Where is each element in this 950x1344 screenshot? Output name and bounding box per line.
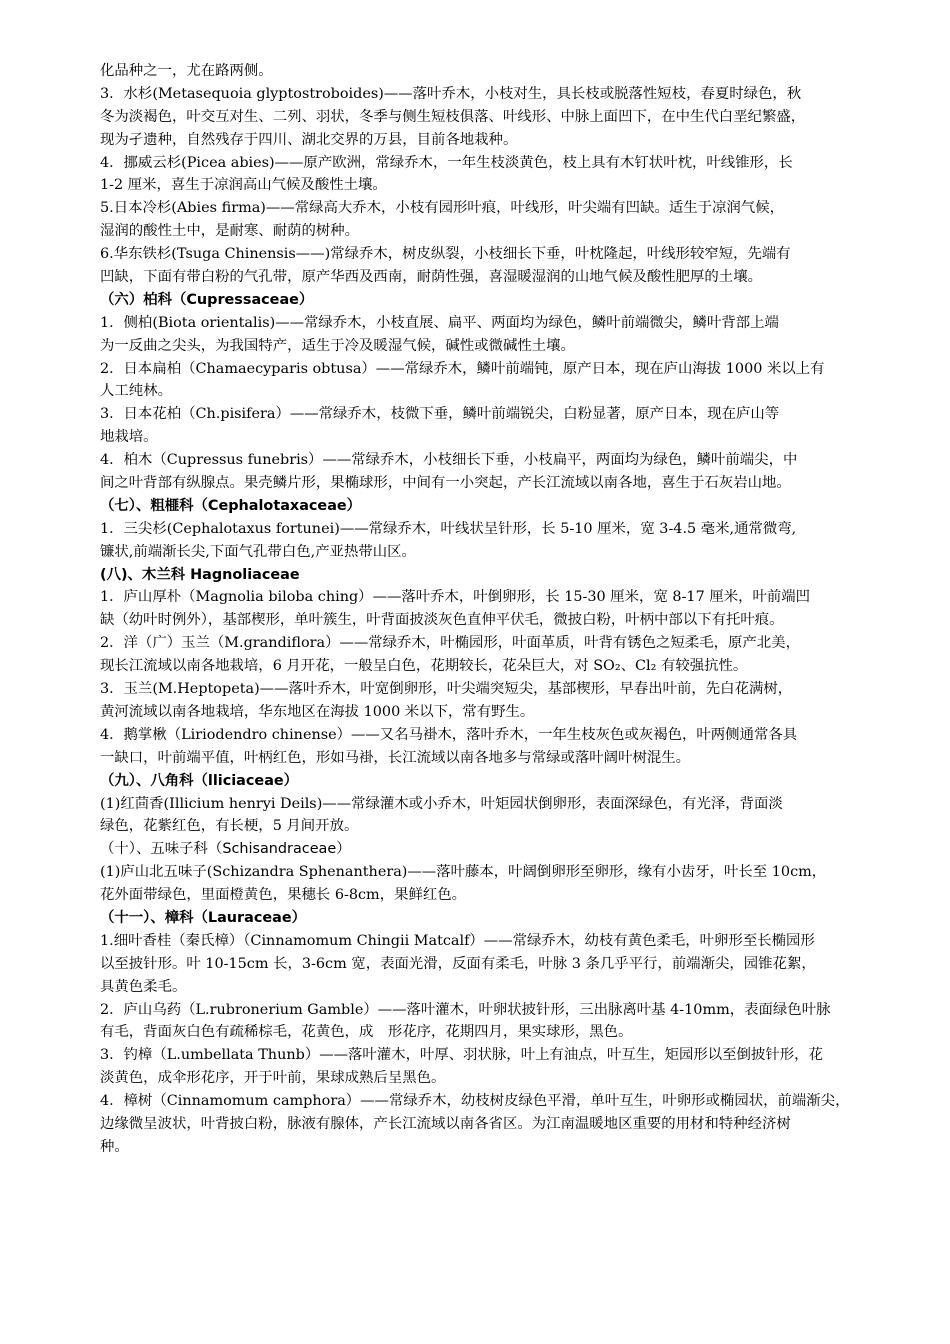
- text-line: 黄河流域以南各地栽培，华东地区在海拔 1000 米以下，常有野生。: [100, 703, 535, 720]
- text-line: 种。: [100, 1138, 129, 1155]
- text-line: 4．挪威云杉(Picea abies)——原产欧洲，常绿乔木，一年生枝淡黄色，枝上具有木钉状叶枕，叶线锥形，长: [100, 154, 793, 171]
- text-line: 3．玉兰(M.Heptopeta)——落叶乔木，叶宽倒卵形，叶尖端突短尖，基部楔形，早春出叶前，先白花满树，: [100, 681, 793, 698]
- text-line: 1-2 厘米，喜生于凉润高山气候及酸性土壤。: [100, 177, 387, 194]
- text-line: 2．庐山乌药（L.rubronerium Gamble）——落叶灌木，叶卵状披针形，三出脉离叶基 4-10mm，表面绿色叶脉: [100, 1001, 831, 1018]
- text-line: 绿色，花紫红色，有长梗，5 月间开放。: [100, 818, 359, 835]
- text-line: 6.华东铁杉(Tsuga Chinensis——)常绿乔木，树皮纵裂，小枝细长下垂，叶枕隆起，叶线形较窄短，先端有: [100, 246, 791, 263]
- text-line: 1．侧柏(Biota orientalis)——常绿乔木，小枝直展、扁平、两面均为绿色，鳞叶前端微尖，鳞叶背部上端: [100, 314, 779, 331]
- text-line: 人工纯林。: [100, 383, 172, 400]
- text-line: 1．庐山厚朴（Magnolia biloba ching）——落叶乔木，叶倒卵形，长 15-30 厘米，宽 8-17 厘米，叶前端凹: [100, 589, 811, 606]
- text-line: 2．洋（广）玉兰（M.grandiflora）——常绿乔木，叶椭园形，叶面革质，叶背有锈色之短柔毛，原产北美，: [100, 635, 800, 652]
- section-heading: （十一）、樟科（Lauraceae）: [100, 909, 307, 926]
- text-line: 3．日本花柏（Ch.pisifera）——常绿乔木，枝微下垂，鳞叶前端锐尖，白粉显著，原产日本，现在庐山等: [100, 406, 780, 423]
- text-line: 间之叶背部有纵腺点。果壳鳞片形，果椭球形，中间有一小突起，产长江流域以南各地，喜生于石灰岩山地。: [100, 475, 791, 492]
- section-heading: (八)、木兰科 Hagnoliaceae: [100, 566, 300, 583]
- text-line: 花外面带绿色，里面橙黄色，果穗长 6-8cm，果鲜红色。: [100, 887, 467, 904]
- text-line: 5.日本冷杉(Abies firma)——常绿高大乔木，小枝有园形叶痕，叶线形，叶尖端有凹缺。适生于凉润气候，: [100, 200, 784, 217]
- text-line: 淡黄色，成伞形花序，开于叶前，果球成熟后呈黑色。: [100, 1070, 446, 1087]
- section-heading: （十）、五味子科（Schisandraceae）: [100, 841, 351, 858]
- text-line: 3．钓樟（L.umbellata Thunb）——落叶灌木，叶厚、羽状脉，叶上有油点，叶互生，矩园形以至倒披针形，花: [100, 1047, 823, 1064]
- text-line: 边缘微呈波状，叶背披白粉，脉液有腺体，产长江流域以南各省区。为江南温暖地区重要的用材和特种经济树: [100, 1115, 791, 1132]
- text-line: 4．柏木（Cupressus funebris）——常绿乔木，小枝细长下垂，小枝扁平，两面均为绿色，鳞叶前端尖，中: [100, 452, 798, 469]
- text-line: 镰状,前端渐长尖,下面气孔带白色,产亚热带山区。: [100, 543, 416, 560]
- text-line: 一缺口，叶前端平值，叶柄红色，形如马褂，长江流域以南各地多与常绿或落叶阔叶树混生。: [100, 749, 691, 766]
- text-line: 缺（幼叶时例外），基部楔形，单叶簇生，叶背面披淡灰色直伸平伏毛，微披白粉，叶柄中部以下有托叶痕。: [100, 612, 784, 629]
- text-line: 4．鹅掌楸（Liriodendro chinense）——又名马褂木，落叶乔木，一年生枝灰色或灰褐色，叶两侧通常各具: [100, 726, 798, 743]
- text-line: 具黄色柔毛。: [100, 978, 187, 995]
- text-line: 1.细叶香桂（秦氏樟）（Cinnamomum Chingii Matcalf）——常绿乔木，幼枝有黄色柔毛，叶卵形至长椭园形: [100, 932, 815, 949]
- section-heading: （六）柏科（Cupressaceae）: [100, 291, 314, 308]
- text-line: 化品种之一，尤在路两侧。: [100, 63, 273, 79]
- text-line: 湿润的酸性土中，是耐寒、耐荫的树种。: [100, 223, 360, 240]
- text-line: (1)庐山北五味子(Schizandra Sphenanthera)——落叶藤本，叶阔倒卵形至卵形，缘有小齿牙，叶长至 10cm，: [100, 864, 827, 881]
- text-line: 以至披针形。叶 10-15cm 长，3-6cm 宽，表面光滑，反面有柔毛，叶脉 3 条几乎平行，前端渐尖，园锥花絮，: [100, 955, 816, 972]
- section-heading: （九）、八角科（lliciaceae）: [100, 772, 299, 789]
- text-line: (1)红茴香(Illicium henryi Deils)——常绿灌木或小乔木，叶矩园状倒卵形，表面深绿色，有光泽，背面淡: [100, 795, 783, 812]
- text-line: 现为孑遗种，自然残存于四川、湖北交界的万县，目前各地栽种。: [100, 131, 518, 148]
- text-line: 凹缺，下面有带白粉的气孔带，原产华西及西南，耐荫性强，喜湿暖湿润的山地气候及酸性肥厚的土壤。: [100, 269, 762, 286]
- text-line: 2．日本扁柏（Chamaecyparis obtusa）——常绿乔木，鳞叶前端钝，原产日本，现在庐山海拔 1000 米以上有: [100, 360, 825, 377]
- text-line: 1．三尖杉(Cephalotaxus fortunei)——常绿乔木，叶线状呈针形，长 5-10 厘米，宽 3-4.5 毫米,通常微弯,: [100, 520, 797, 537]
- text-line: 冬为淡褐色，叶交互对生、二列、羽状，冬季与侧生短枝俱落、叶线形、中脉上面凹下，在中生代白垩纪繁盛，: [100, 108, 806, 125]
- document-page: [100, 60, 900, 1159]
- text-line: 地栽培。: [100, 429, 158, 446]
- text-line: 4．樟树（Cinnamomum camphora）——常绿乔木，幼枝树皮绿色平滑，单叶互生，叶卵形或椭园状，前端渐尖，: [100, 1093, 850, 1110]
- text-line: 有毛，背面灰白色有疏稀棕毛，花黄色，成 形花序，花期四月，果实球形，黑色。: [100, 1024, 633, 1041]
- text-line: 现长江流域以南各地栽培，6 月开花，一般呈白色，花期较长，花朵巨大，对 SO₂、Cl₂ 有较强抗性。: [100, 658, 748, 675]
- text-line: 3．水杉(Metasequoia glyptostroboides)——落叶乔木，小枝对生，具长枝或脱落性短枝，春夏时绿色，秋: [100, 85, 802, 102]
- text-line: 为一反曲之尖头，为我国特产，适生于冷及暖湿气候，碱性或微碱性土壤。: [100, 337, 575, 354]
- section-heading: （七）、粗榧科（Cephalotaxaceae）: [100, 497, 362, 514]
